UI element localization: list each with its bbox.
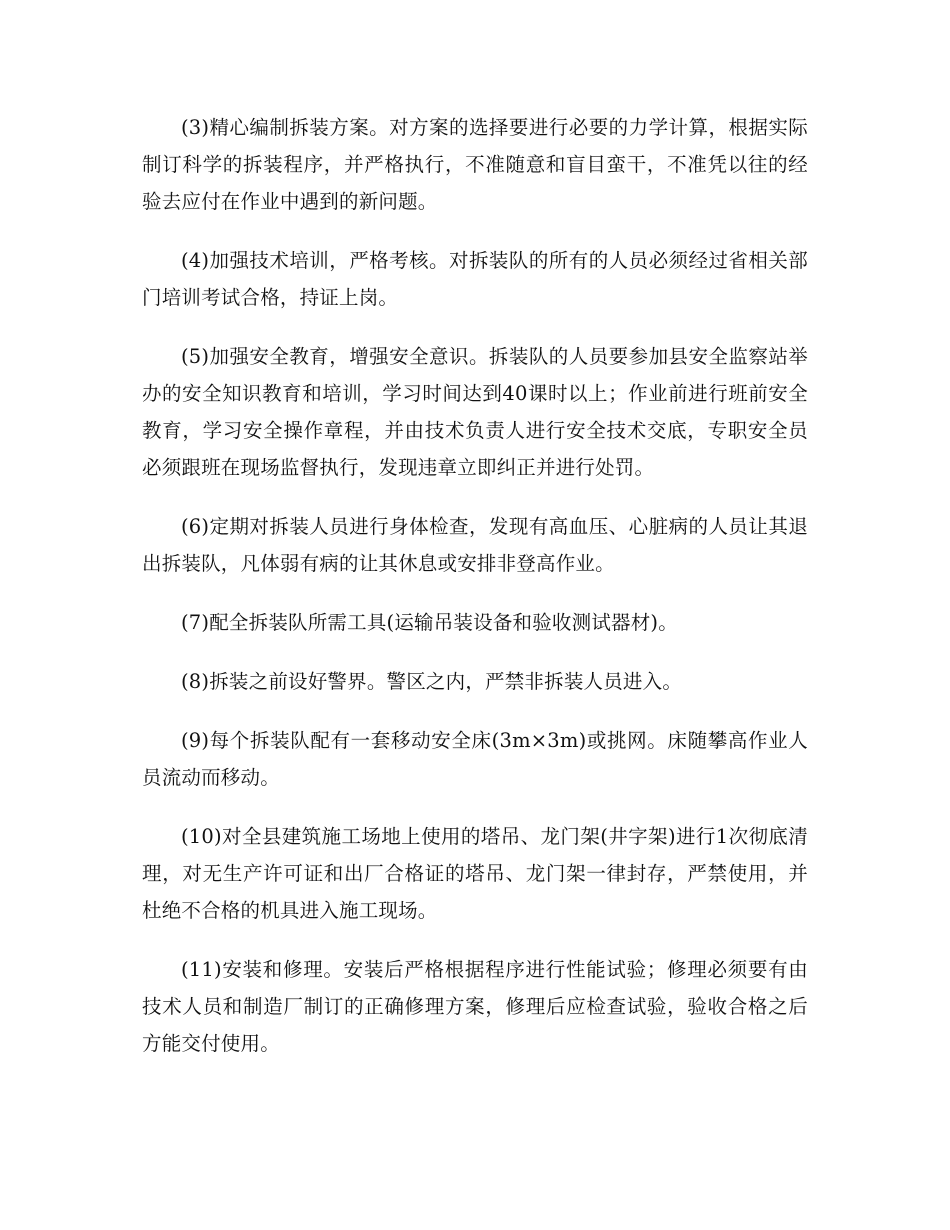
paragraph-3: (3)精心编制拆装方案。对方案的选择要进行必要的力学计算，根据实际制订科学的拆装程序，并严格执行，不准随意和盲目蛮干，不准凭以往的经验去应付在作业中遇到的新问题。 xyxy=(142,116,808,213)
paragraph-10: (10)对全县建筑施工场地上使用的塔吊、龙门架(井字架)进行1次彻底清理，对无生产许可证和出厂合格证的塔吊、龙门架一律封存，严禁使用，并杜绝不合格的机具进入施工现场。 xyxy=(142,825,808,922)
paragraph-7: (7)配全拆装队所需工具(运输吊装设备和验收测试器材)。 xyxy=(181,611,678,634)
paragraph-5: (5)加强安全教育，增强安全意识。拆装队的人员要参加县安全监察站举办的安全知识教育和培训，学习时间达到40课时以上；作业前进行班前安全教育，学习安全操作章程，并由技术负责人进行安全技术交底，专职安全员必须跟班在现场监督执行，发现违章立即纠正并进行处罚。 xyxy=(142,345,808,479)
document-body xyxy=(142,109,808,1084)
paragraph-6: (6)定期对拆装人员进行身体检查，发现有高血压、心脏病的人员让其退出拆装队，凡体弱有病的让其休息或安排非登高作业。 xyxy=(142,515,808,575)
paragraph-8: (8)拆装之前设好警界。警区之内，严禁非拆装人员进入。 xyxy=(181,670,683,693)
paragraph-11: (11)安装和修理。安装后严格根据程序进行性能试验；修理必须要有由技术人员和制造厂制订的正确修理方案，修理后应检查试验，验收合格之后方能交付使用。 xyxy=(142,958,808,1055)
paragraph-9: (9)每个拆装队配有一套移动安全床(3m×3m)或挑网。床随攀高作业人员流动而移动。 xyxy=(142,729,808,789)
paragraph-4: (4)加强技术培训，严格考核。对拆装队的所有的人员必须经过省相关部门培训考试合格，持证上岗。 xyxy=(142,249,808,309)
